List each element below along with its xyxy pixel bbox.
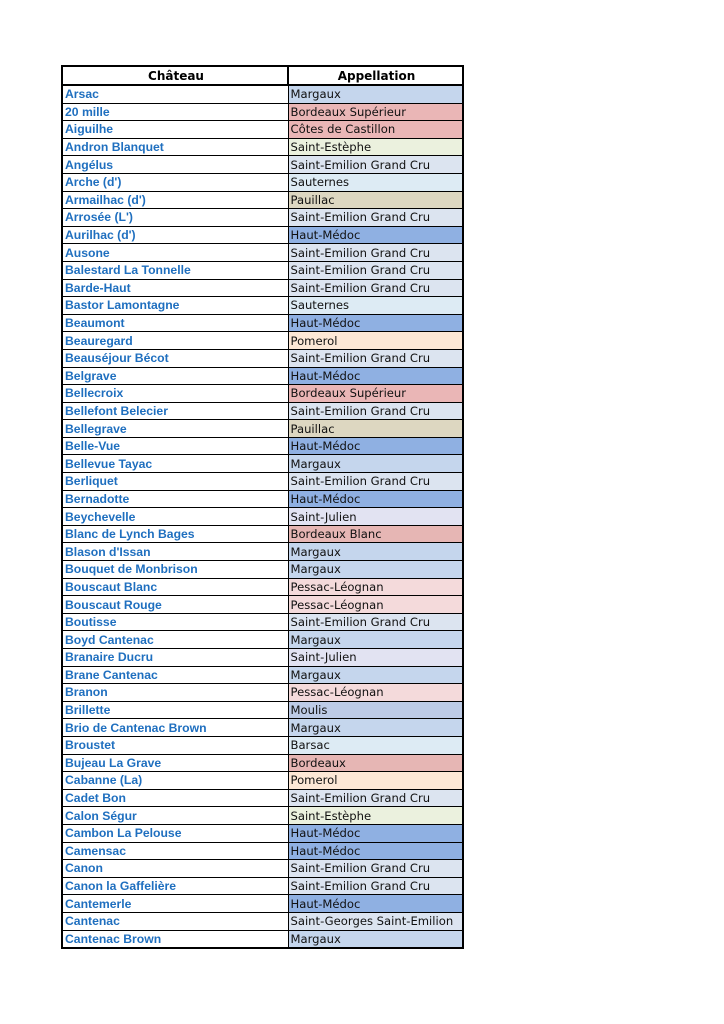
appellation-cell[interactable]: Pessac-Léognan [288,578,463,596]
table-row [62,209,463,227]
chateau-cell[interactable]: Arche (d') [62,173,288,191]
chateau-cell[interactable]: Beaumont [62,314,288,332]
appellation-cell[interactable]: Saint-Emilion Grand Cru [288,349,463,367]
chateau-cell[interactable]: Balestard La Tonnelle [62,261,288,279]
appellation-cell[interactable]: Haut-Médoc [288,895,463,913]
table-row [62,824,463,842]
appellation-cell[interactable]: Saint-Emilion Grand Cru [288,860,463,878]
appellation-cell[interactable]: Margaux [288,666,463,684]
appellation-cell[interactable]: Saint-Georges Saint-Emilion [288,912,463,930]
table-row [62,244,463,262]
chateau-cell[interactable]: Beauséjour Bécot [62,349,288,367]
table-row [62,279,463,297]
table-row [62,314,463,332]
appellation-cell[interactable]: Pomerol [288,772,463,790]
appellation-cell[interactable]: Saint-Estèphe [288,138,463,156]
appellation-cell[interactable]: Haut-Médoc [288,824,463,842]
table-row [62,895,463,913]
table-row [62,367,463,385]
appellation-cell[interactable]: Bordeaux [288,754,463,772]
table-row [62,455,463,473]
chateau-cell[interactable]: Belgrave [62,367,288,385]
table-row [62,226,463,244]
appellation-cell[interactable]: Bordeaux Supérieur [288,385,463,403]
chateau-cell[interactable]: Blanc de Lynch Bages [62,525,288,543]
appellation-cell[interactable]: Pomerol [288,332,463,350]
chateau-cell[interactable]: Beauregard [62,332,288,350]
chateau-cell[interactable]: Bellecroix [62,385,288,403]
appellation-cell[interactable]: Margaux [288,930,463,948]
appellation-cell[interactable]: Margaux [288,719,463,737]
chateau-cell[interactable]: Canon la Gaffelière [62,877,288,895]
table-row [62,402,463,420]
appellation-cell[interactable]: Bordeaux Supérieur [288,103,463,121]
appellation-cell[interactable]: Pauillac [288,191,463,209]
appellation-cell[interactable]: Sauternes [288,173,463,191]
chateau-cell[interactable]: Cadet Bon [62,789,288,807]
table-row [62,807,463,825]
chateau-cell[interactable]: Bouscaut Rouge [62,596,288,614]
appellation-cell[interactable]: Bordeaux Blanc [288,525,463,543]
chateau-cell[interactable]: Cantemerle [62,895,288,913]
appellation-cell[interactable]: Saint-Julien [288,508,463,526]
table-row [62,525,463,543]
appellation-cell[interactable]: Haut-Médoc [288,490,463,508]
appellation-cell[interactable]: Haut-Médoc [288,314,463,332]
appellation-cell[interactable]: Margaux [288,85,463,103]
table-row [62,649,463,667]
chateau-cell[interactable]: Belle-Vue [62,437,288,455]
chateau-cell[interactable]: Bellevue Tayac [62,455,288,473]
chateau-cell[interactable]: Bellegrave [62,420,288,438]
appellation-cell[interactable]: Saint-Emilion Grand Cru [288,877,463,895]
table-row [62,860,463,878]
table-row [62,701,463,719]
table-row [62,138,463,156]
appellation-cell[interactable]: Pessac-Léognan [288,684,463,702]
table-row [62,473,463,491]
table-row [62,666,463,684]
chateau-cell[interactable]: Bernadotte [62,490,288,508]
table-row [62,930,463,948]
chateau-cell[interactable]: Bujeau La Grave [62,754,288,772]
chateau-cell[interactable]: Boutisse [62,613,288,631]
appellation-cell[interactable]: Margaux [288,455,463,473]
chateau-cell[interactable]: Berliquet [62,473,288,491]
table-row [62,173,463,191]
chateau-cell[interactable]: Bellefont Belecier [62,402,288,420]
table-row [62,543,463,561]
chateau-cell[interactable]: Ausone [62,244,288,262]
table-row [62,789,463,807]
chateau-cell[interactable]: Aiguilhe [62,121,288,139]
chateau-cell[interactable]: Barde-Haut [62,279,288,297]
wine-table [61,65,464,949]
chateau-cell[interactable]: Broustet [62,736,288,754]
table-row [62,561,463,579]
appellation-cell[interactable]: Saint-Emilion Grand Cru [288,156,463,174]
table-row [62,490,463,508]
appellation-cell[interactable]: Saint-Emilion Grand Cru [288,789,463,807]
table-row [62,385,463,403]
header-chateau[interactable]: Château [62,66,288,85]
table-row [62,613,463,631]
chateau-cell[interactable]: Cantenac [62,912,288,930]
chateau-cell[interactable]: Andron Blanquet [62,138,288,156]
table-body [62,85,463,948]
chateau-cell[interactable]: Bastor Lamontagne [62,297,288,315]
table-row [62,736,463,754]
chateau-cell[interactable]: Armailhac (d') [62,191,288,209]
appellation-cell[interactable]: Haut-Médoc [288,842,463,860]
appellation-cell[interactable]: Sauternes [288,297,463,315]
appellation-cell[interactable]: Saint-Emilion Grand Cru [288,244,463,262]
chateau-cell[interactable]: Aurilhac (d') [62,226,288,244]
appellation-cell[interactable]: Haut-Médoc [288,437,463,455]
chateau-cell[interactable]: Beychevelle [62,508,288,526]
chateau-cell[interactable]: Bouscaut Blanc [62,578,288,596]
table-row [62,156,463,174]
table-row [62,631,463,649]
table-row [62,912,463,930]
appellation-cell[interactable]: Pauillac [288,420,463,438]
table-row [62,297,463,315]
chateau-cell[interactable]: Angélus [62,156,288,174]
table-row [62,596,463,614]
chateau-cell[interactable]: Camensac [62,842,288,860]
table-row [62,842,463,860]
chateau-cell[interactable]: Brane Cantenac [62,666,288,684]
table-row [62,578,463,596]
appellation-cell[interactable]: Saint-Emilion Grand Cru [288,279,463,297]
table-row [62,85,463,103]
appellation-cell[interactable]: Saint-Emilion Grand Cru [288,261,463,279]
appellation-cell[interactable]: Côtes de Castillon [288,121,463,139]
appellation-cell[interactable]: Margaux [288,631,463,649]
chateau-cell[interactable]: Cambon La Pelouse [62,824,288,842]
appellation-cell[interactable]: Saint-Julien [288,649,463,667]
appellation-cell[interactable]: Moulis [288,701,463,719]
header-appellation[interactable]: Appellation [288,66,463,85]
table-row [62,103,463,121]
chateau-cell[interactable]: Branon [62,684,288,702]
chateau-cell[interactable]: Blason d'Issan [62,543,288,561]
table-row [62,877,463,895]
table-row [62,332,463,350]
chateau-cell[interactable]: Arsac [62,85,288,103]
table-row [62,684,463,702]
table-row [62,772,463,790]
header-row [62,66,463,85]
appellation-cell[interactable]: Haut-Médoc [288,226,463,244]
appellation-cell[interactable]: Saint-Emilion Grand Cru [288,473,463,491]
appellation-cell[interactable]: Margaux [288,543,463,561]
table-row [62,121,463,139]
chateau-cell[interactable]: Cabanne (La) [62,772,288,790]
chateau-cell[interactable]: Branaire Ducru [62,649,288,667]
chateau-cell[interactable]: Bouquet de Monbrison [62,561,288,579]
appellation-cell[interactable]: Saint-Emilion Grand Cru [288,209,463,227]
appellation-cell[interactable]: Margaux [288,561,463,579]
chateau-cell[interactable]: Brio de Cantenac Brown [62,719,288,737]
table-row [62,261,463,279]
appellation-cell[interactable]: Saint-Estèphe [288,807,463,825]
table-row [62,719,463,737]
chateau-cell[interactable]: Cantenac Brown [62,930,288,948]
table-row [62,754,463,772]
appellation-cell[interactable]: Barsac [288,736,463,754]
appellation-cell[interactable]: Saint-Emilion Grand Cru [288,402,463,420]
table-row [62,437,463,455]
chateau-cell[interactable]: Canon [62,860,288,878]
table-row [62,191,463,209]
chateau-cell[interactable]: Calon Ségur [62,807,288,825]
chateau-cell[interactable]: Arrosée (L') [62,209,288,227]
table-row [62,420,463,438]
table-row [62,349,463,367]
appellation-cell[interactable]: Pessac-Léognan [288,596,463,614]
appellation-cell[interactable]: Saint-Emilion Grand Cru [288,613,463,631]
appellation-cell[interactable]: Haut-Médoc [288,367,463,385]
chateau-cell[interactable]: 20 mille [62,103,288,121]
chateau-cell[interactable]: Boyd Cantenac [62,631,288,649]
table-row [62,508,463,526]
chateau-cell[interactable]: Brillette [62,701,288,719]
